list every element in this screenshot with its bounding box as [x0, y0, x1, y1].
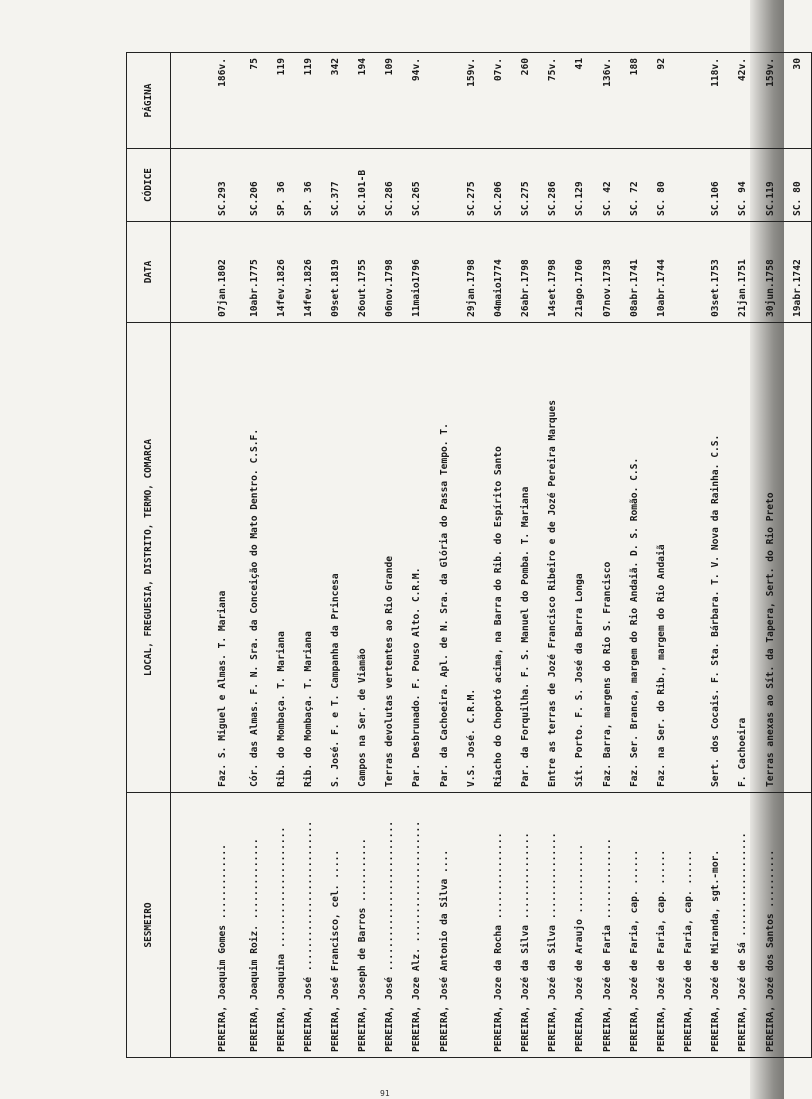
cell-codice: SC. 80 — [784, 149, 812, 222]
cell-codice: SC. 72 — [621, 149, 648, 222]
cell-local: Par. da Forquilha. F. S. Manuel do Pomba. T. Mariana — [512, 323, 539, 793]
cell-sesmeiro: PEREIRA, José .......................... — [295, 793, 322, 1058]
cell-local: Entre as terras de Jozé Francisco Ribeiro e de Jozé Pereira Marques — [539, 323, 566, 793]
cell-pagina: 07v. — [485, 53, 512, 149]
cell-local: Riacho do Chopotó acima, na Barra do Rib. do Espírito Santo — [485, 323, 512, 793]
cell-codice: SC.377 — [322, 149, 349, 222]
cell-data: 29jan.1798 — [458, 222, 485, 323]
cell-data: 30jun.1758 — [756, 222, 783, 323]
cell-pagina — [675, 53, 702, 149]
table-row — [566, 53, 593, 1058]
cell-pagina: 342 — [322, 53, 349, 149]
cell-local: Terras devolutas vertentes ao Rio Grande — [376, 323, 403, 793]
table-row — [756, 53, 783, 1058]
header-local: LOCAL, FREGUESIA, DISTRITO, TERMO, COMARCA — [127, 323, 171, 793]
cell-sesmeiro: PEREIRA, Joaquina ..................... — [268, 793, 295, 1058]
cell-data: 06nov.1798 — [376, 222, 403, 323]
cell-local: S. José. F. e T. Campanha da Princesa — [322, 323, 349, 793]
cell-local: Faz. S. Miguel e Almas. T. Mariana — [171, 323, 241, 793]
cell-sesmeiro: PEREIRA, Joaquim Gomes ............. — [171, 793, 241, 1058]
cell-pagina: 136v. — [594, 53, 621, 149]
cell-sesmeiro: PEREIRA, Jozé de Faria .............. — [594, 793, 621, 1058]
cell-codice: SC.286 — [539, 149, 566, 222]
cell-pagina: 194 — [349, 53, 376, 149]
cell-pagina: 94v. — [403, 53, 430, 149]
cell-sesmeiro: PEREIRA, Jozé de Miranda, sgt.-mor. — [702, 793, 729, 1058]
table-row — [458, 53, 485, 1058]
cell-pagina: 159v. — [458, 53, 485, 149]
cell-codice: SC. 42 — [594, 149, 621, 222]
cell-codice: SC. 94 — [729, 149, 756, 222]
cell-pagina — [431, 53, 458, 149]
cell-data: 19abr.1742 — [784, 222, 812, 323]
cell-pagina: 188 — [621, 53, 648, 149]
cell-local: Rib. do Mombaça. T. Mariana — [268, 323, 295, 793]
cell-data: 11maio1796 — [403, 222, 430, 323]
table-row — [171, 53, 241, 1058]
cell-data: 03set.1753 — [702, 222, 729, 323]
cell-codice: SC.275 — [512, 149, 539, 222]
cell-codice: SC.293 — [171, 149, 241, 222]
cell-sesmeiro — [784, 793, 812, 1058]
cell-data: 26abr.1798 — [512, 222, 539, 323]
cell-sesmeiro: PEREIRA, Jozé de Faria, cap. ...... — [621, 793, 648, 1058]
cell-data: 14set.1798 — [539, 222, 566, 323]
cell-local: F. Cachoeira — [729, 323, 756, 793]
cell-local: Par. da Cachoeira. Apl. de N. Sra. da Glória do Passa Tempo. T. — [431, 323, 458, 793]
table-row — [648, 53, 675, 1058]
cell-codice — [431, 149, 458, 222]
cell-data: 21ago.1760 — [566, 222, 593, 323]
cell-local: Cór. das Almas. F. N. Sra. da Conceição do Mato Dentro. C.S.F. — [240, 323, 267, 793]
table-row — [784, 53, 812, 1058]
cell-data: 14fev.1826 — [268, 222, 295, 323]
cell-data: 21jan.1751 — [729, 222, 756, 323]
cell-codice: SC.286 — [376, 149, 403, 222]
table-row — [349, 53, 376, 1058]
cell-codice: SC.206 — [240, 149, 267, 222]
cell-local: Sít. Porto. F. S. José da Barra Longa — [566, 323, 593, 793]
table-row — [539, 53, 566, 1058]
cell-sesmeiro: PEREIRA, José Antonio da Silva .... — [431, 793, 458, 1058]
page-number: 91 — [380, 1089, 390, 1098]
sesmarias-table — [126, 52, 812, 1058]
cell-codice: SC. 80 — [648, 149, 675, 222]
header-sesmeiro: SESMEIRO — [127, 793, 171, 1058]
cell-pagina: 75 — [240, 53, 267, 149]
cell-sesmeiro: PEREIRA, Jozé dos Santos .......... — [756, 793, 783, 1058]
cell-local: Rib. do Mombaça. T. Mariana — [295, 323, 322, 793]
cell-data: 10abr.1775 — [240, 222, 267, 323]
cell-sesmeiro: PEREIRA, Jozé da Silva ............... — [539, 793, 566, 1058]
table-row — [621, 53, 648, 1058]
rotated-register — [126, 53, 812, 1058]
table-row — [675, 53, 702, 1058]
cell-pagina: 119 — [268, 53, 295, 149]
cell-pagina: 109 — [376, 53, 403, 149]
cell-pagina: 186v. — [171, 53, 241, 149]
cell-codice — [675, 149, 702, 222]
cell-pagina: 92 — [648, 53, 675, 149]
table-row — [431, 53, 458, 1058]
cell-data: 07jan.1802 — [171, 222, 241, 323]
cell-sesmeiro: PEREIRA, José .......................... — [376, 793, 403, 1058]
cell-local: V.S. José. C.R.M. — [458, 323, 485, 793]
cell-data: 07nov.1738 — [594, 222, 621, 323]
table-row — [485, 53, 512, 1058]
table-header-row — [127, 53, 171, 1058]
cell-codice: SC.275 — [458, 149, 485, 222]
cell-codice: SC.129 — [566, 149, 593, 222]
cell-sesmeiro: PEREIRA, Joze da Rocha ............... — [485, 793, 512, 1058]
table-row — [322, 53, 349, 1058]
cell-pagina: 30 — [784, 53, 812, 149]
cell-pagina: 118v. — [702, 53, 729, 149]
cell-local — [675, 323, 702, 793]
cell-sesmeiro: PEREIRA, Jozé de Faria, cap. ...... — [675, 793, 702, 1058]
cell-data: 04maio1774 — [485, 222, 512, 323]
cell-pagina: 119 — [295, 53, 322, 149]
cell-sesmeiro: PEREIRA, Joze Alz. ..................... — [403, 793, 430, 1058]
header-codice: CÓDICE — [127, 149, 171, 222]
cell-pagina: 42v. — [729, 53, 756, 149]
table-row — [240, 53, 267, 1058]
cell-codice: SC.265 — [403, 149, 430, 222]
header-data: DATA — [127, 222, 171, 323]
cell-local: Faz. Ser. Branca, margem do Rio Andaiã. D. S. Romão. C.S. — [621, 323, 648, 793]
cell-pagina: 159v. — [756, 53, 783, 149]
cell-local: Faz. Barra, margens do Rio S. Francisco — [594, 323, 621, 793]
table-row — [295, 53, 322, 1058]
cell-data: 10abr.1744 — [648, 222, 675, 323]
table-row — [268, 53, 295, 1058]
table-row — [512, 53, 539, 1058]
cell-sesmeiro: PEREIRA, José Francisco, cel. ..... — [322, 793, 349, 1058]
table-body — [171, 53, 812, 1058]
cell-sesmeiro: PEREIRA, Joseph de Barros ........... — [349, 793, 376, 1058]
cell-codice: SC.206 — [485, 149, 512, 222]
cell-local: Campos na Ser. de Viamão — [349, 323, 376, 793]
cell-local — [784, 323, 812, 793]
table-row — [729, 53, 756, 1058]
header-pagina: PÁGINA — [127, 53, 171, 149]
cell-data: 08abr.1741 — [621, 222, 648, 323]
cell-codice: SC.101-B — [349, 149, 376, 222]
cell-codice: SC.119 — [756, 149, 783, 222]
cell-sesmeiro — [458, 793, 485, 1058]
cell-sesmeiro: PEREIRA, Jozé de Araujo ............ — [566, 793, 593, 1058]
cell-data: 09set.1819 — [322, 222, 349, 323]
cell-pagina: 75v. — [539, 53, 566, 149]
cell-sesmeiro: PEREIRA, Joaquim Roiz. .............. — [240, 793, 267, 1058]
cell-data — [675, 222, 702, 323]
cell-pagina: 41 — [566, 53, 593, 149]
table-row — [403, 53, 430, 1058]
cell-codice: SP. 36 — [295, 149, 322, 222]
cell-local: Terras anexas ao Sít. da Tapera, Sert. do Rio Preto — [756, 323, 783, 793]
cell-data — [431, 222, 458, 323]
cell-codice: SP. 36 — [268, 149, 295, 222]
cell-codice: SC.106 — [702, 149, 729, 222]
cell-local: Faz. na Ser. do Rib., margem do Rio Andaiã — [648, 323, 675, 793]
table-row — [594, 53, 621, 1058]
cell-local: Sert. dos Cocais. F. Sta. Bárbara. T. V. Nova da Rainha. C.S. — [702, 323, 729, 793]
cell-sesmeiro: PEREIRA, Jozé da Silva ............... — [512, 793, 539, 1058]
cell-sesmeiro: PEREIRA, Jozé de Faria, cap. ...... — [648, 793, 675, 1058]
cell-local: Par. Desbrunado. F. Pouso Alto. C.R.M. — [403, 323, 430, 793]
table-row — [376, 53, 403, 1058]
cell-data: 26out.1755 — [349, 222, 376, 323]
table-row — [702, 53, 729, 1058]
cell-data: 14fev.1826 — [295, 222, 322, 323]
cell-pagina: 260 — [512, 53, 539, 149]
cell-sesmeiro: PEREIRA, Jozé de Sá .................. — [729, 793, 756, 1058]
